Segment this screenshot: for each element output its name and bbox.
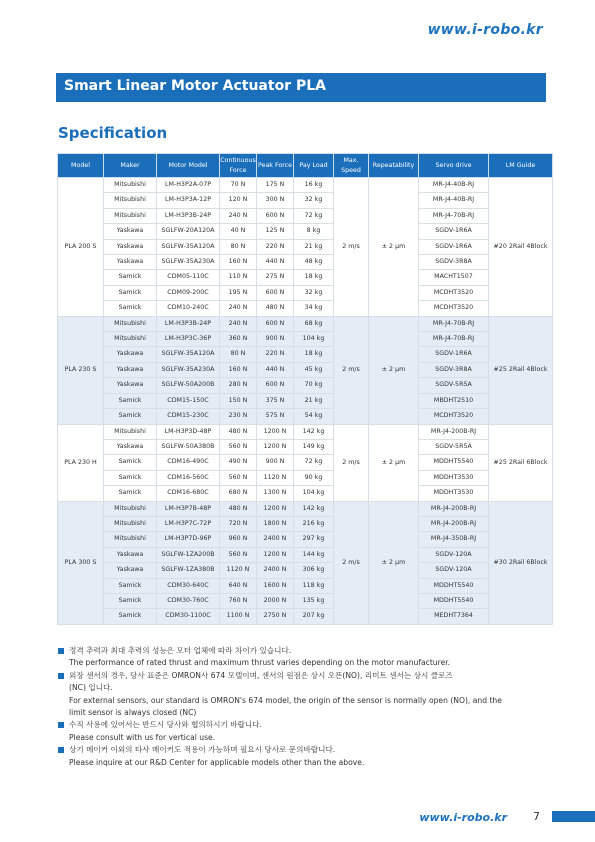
cell-motor-model: CDM05-110C xyxy=(157,270,220,285)
cell-maker: Yaskawa xyxy=(104,239,157,254)
cell-maker: Yaskawa xyxy=(104,255,157,270)
cell-motor-model: SGLFW-1ZA200B xyxy=(157,547,220,562)
table-row xyxy=(58,239,553,254)
cell-maker: Mitsubishi xyxy=(104,501,157,516)
col-header-repeatability: Repeatability xyxy=(369,154,419,178)
cell-continuous-force: 80 N xyxy=(220,347,257,362)
cell-peak-force: 600 N xyxy=(257,208,294,223)
cell-maker: Yaskawa xyxy=(104,439,157,454)
note-item xyxy=(58,645,558,670)
cell-pay-load: 90 kg xyxy=(294,470,334,485)
cell-pay-load: 306 kg xyxy=(294,563,334,578)
cell-servo-drive: SGDV-3R8A xyxy=(419,362,489,377)
cell-peak-force: 1200 N xyxy=(257,439,294,454)
table-row xyxy=(58,455,553,470)
cell-continuous-force: 960 N xyxy=(220,532,257,547)
square-bullet-icon xyxy=(58,673,64,679)
note-line: For external sensors, our standard is OMRON's 674 model, the origin of the sensor is normally open (NO), and the xyxy=(69,695,502,705)
cell-maker: Samick xyxy=(104,393,157,408)
square-bullet-icon xyxy=(58,722,64,728)
note-item xyxy=(58,670,558,720)
cell-peak-force: 1120 N xyxy=(257,470,294,485)
cell-pay-load: 142 kg xyxy=(294,424,334,439)
cell-lm-guide: #25 2Rail 6Block xyxy=(489,424,553,501)
cell-pay-load: 34 kg xyxy=(294,301,334,316)
cell-continuous-force: 1120 N xyxy=(220,563,257,578)
cell-peak-force: 1200 N xyxy=(257,424,294,439)
cell-servo-drive: MDDHT3530 xyxy=(419,470,489,485)
cell-continuous-force: 480 N xyxy=(220,501,257,516)
cell-max-speed: 2 m/s xyxy=(334,316,369,424)
cell-max-speed: 2 m/s xyxy=(334,424,369,501)
cell-motor-model: LM-H3P7C-72P xyxy=(157,516,220,531)
cell-maker: Yaskawa xyxy=(104,547,157,562)
col-header-lm-guide: LM Guide xyxy=(489,154,553,178)
cell-servo-drive: MR-J4-70B-RJ xyxy=(419,316,489,331)
cell-pay-load: 149 kg xyxy=(294,439,334,454)
table-row xyxy=(58,532,553,547)
cell-pay-load: 297 kg xyxy=(294,532,334,547)
site-url-bottom[interactable]: www.i-robo.kr xyxy=(419,811,507,824)
cell-lm-guide: #20 2Rail 4Block xyxy=(489,178,553,317)
cell-motor-model: LM-H3P7B-48P xyxy=(157,501,220,516)
note-line: 상기 메이커 이외의 타사 메이커도 적용이 가능하며 필요시 당사로 문의바랍니다. xyxy=(69,745,336,755)
cell-servo-drive: MEDHT7364 xyxy=(419,609,489,624)
note-line: limit sensor is always closed (NC) xyxy=(69,708,197,718)
cell-pay-load: 18 kg xyxy=(294,347,334,362)
cell-pay-load: 8 kg xyxy=(294,224,334,239)
table-row xyxy=(58,578,553,593)
cell-peak-force: 600 N xyxy=(257,316,294,331)
table-row xyxy=(58,255,553,270)
cell-servo-drive: MDDHT3530 xyxy=(419,486,489,501)
cell-pay-load: 45 kg xyxy=(294,362,334,377)
cell-repeatability: ± 2 μm xyxy=(369,178,419,317)
table-row xyxy=(58,593,553,608)
cell-motor-model: CDM16-560C xyxy=(157,470,220,485)
note-line: Please inquire at our R&D Center for applicable models other than the above. xyxy=(69,757,365,767)
note-line: 외장 센서의 경우, 당사 표준은 OMRON사 674 모델이며, 센서의 원점은 상시 오픈(NO), 리미트 센서는 상시 클로즈 xyxy=(69,670,453,680)
cell-model: PLA 300 S xyxy=(58,501,104,624)
cell-pay-load: 72 kg xyxy=(294,455,334,470)
cell-servo-drive: MBDHT2510 xyxy=(419,393,489,408)
cell-continuous-force: 680 N xyxy=(220,486,257,501)
footer-accent-bar xyxy=(552,811,595,822)
cell-servo-drive: MR-J4-70B-RJ xyxy=(419,208,489,223)
cell-pay-load: 70 kg xyxy=(294,378,334,393)
cell-pay-load: 216 kg xyxy=(294,516,334,531)
cell-maker: Yaskawa xyxy=(104,563,157,578)
cell-motor-model: LM-H3P3D-48P xyxy=(157,424,220,439)
cell-servo-drive: SGDV-1R6A xyxy=(419,224,489,239)
cell-peak-force: 2400 N xyxy=(257,563,294,578)
cell-maker: Yaskawa xyxy=(104,362,157,377)
cell-motor-model: LM-H3P2A-07P xyxy=(157,178,220,193)
cell-pay-load: 72 kg xyxy=(294,208,334,223)
table-row xyxy=(58,424,553,439)
cell-pay-load: 104 kg xyxy=(294,332,334,347)
cell-peak-force: 440 N xyxy=(257,255,294,270)
cell-peak-force: 480 N xyxy=(257,301,294,316)
cell-servo-drive: SGDV-1R6A xyxy=(419,347,489,362)
square-bullet-icon xyxy=(58,648,64,654)
cell-maker: Yaskawa xyxy=(104,378,157,393)
banner-title: Smart Linear Motor Actuator PLA xyxy=(64,78,326,94)
cell-motor-model: CDM15-150C xyxy=(157,393,220,408)
title-banner xyxy=(56,73,546,102)
table-row xyxy=(58,208,553,223)
note-line: Please consult with us for vertical use. xyxy=(69,732,216,742)
table-body xyxy=(58,178,553,625)
cell-pay-load: 32 kg xyxy=(294,285,334,300)
cell-motor-model: CDM15-230C xyxy=(157,409,220,424)
cell-maker: Samick xyxy=(104,285,157,300)
cell-pay-load: 48 kg xyxy=(294,255,334,270)
col-header-maker: Maker xyxy=(104,154,157,178)
note-item xyxy=(58,719,558,744)
notes-list xyxy=(58,645,558,769)
cell-continuous-force: 560 N xyxy=(220,470,257,485)
table-row xyxy=(58,378,553,393)
cell-motor-model: LM-H3P7D-96P xyxy=(157,532,220,547)
col-header-pay-load: Pay Load xyxy=(294,154,334,178)
table-row xyxy=(58,547,553,562)
table-row xyxy=(58,316,553,331)
table-row xyxy=(58,301,553,316)
cell-servo-drive: MDDHT5540 xyxy=(419,455,489,470)
table-row xyxy=(58,516,553,531)
cell-servo-drive: MDDHT5540 xyxy=(419,578,489,593)
table-row xyxy=(58,270,553,285)
cell-continuous-force: 40 N xyxy=(220,224,257,239)
cell-continuous-force: 490 N xyxy=(220,455,257,470)
cell-pay-load: 54 kg xyxy=(294,409,334,424)
cell-motor-model: CDM30-760C xyxy=(157,593,220,608)
cell-peak-force: 220 N xyxy=(257,239,294,254)
cell-continuous-force: 360 N xyxy=(220,332,257,347)
cell-maker: Yaskawa xyxy=(104,224,157,239)
cell-continuous-force: 240 N xyxy=(220,208,257,223)
cell-continuous-force: 280 N xyxy=(220,378,257,393)
cell-servo-drive: MCDHT3520 xyxy=(419,409,489,424)
cell-continuous-force: 760 N xyxy=(220,593,257,608)
cell-pay-load: 135 kg xyxy=(294,593,334,608)
cell-servo-drive: MACHT1507 xyxy=(419,270,489,285)
cell-maker: Samick xyxy=(104,578,157,593)
cell-peak-force: 440 N xyxy=(257,362,294,377)
cell-peak-force: 1600 N xyxy=(257,578,294,593)
table-row xyxy=(58,193,553,208)
cell-maker: Mitsubishi xyxy=(104,332,157,347)
cell-peak-force: 275 N xyxy=(257,270,294,285)
cell-continuous-force: 195 N xyxy=(220,285,257,300)
cell-pay-load: 32 kg xyxy=(294,193,334,208)
cell-maker: Mitsubishi xyxy=(104,178,157,193)
cell-continuous-force: 160 N xyxy=(220,362,257,377)
specification-table xyxy=(57,153,553,625)
table-row xyxy=(58,439,553,454)
cell-maker: Samick xyxy=(104,301,157,316)
cell-servo-drive: SGDV-1R6A xyxy=(419,239,489,254)
cell-continuous-force: 560 N xyxy=(220,439,257,454)
cell-peak-force: 900 N xyxy=(257,332,294,347)
cell-motor-model: LM-H3P3C-36P xyxy=(157,332,220,347)
cell-servo-drive: MR-J4-200B-RJ xyxy=(419,424,489,439)
cell-peak-force: 220 N xyxy=(257,347,294,362)
cell-motor-model: LM-H3P3B-24P xyxy=(157,208,220,223)
cell-peak-force: 600 N xyxy=(257,285,294,300)
cell-peak-force: 600 N xyxy=(257,378,294,393)
cell-continuous-force: 80 N xyxy=(220,239,257,254)
cell-maker: Samick xyxy=(104,455,157,470)
cell-continuous-force: 240 N xyxy=(220,316,257,331)
col-header-peak-force: Peak Force xyxy=(257,154,294,178)
table-row xyxy=(58,285,553,300)
cell-max-speed: 2 m/s xyxy=(334,178,369,317)
cell-continuous-force: 110 N xyxy=(220,270,257,285)
note-item xyxy=(58,744,558,769)
col-header-continuous-force: Continuous Force xyxy=(220,154,257,178)
cell-maker: Yaskawa xyxy=(104,347,157,362)
note-line: The performance of rated thrust and maximum thrust varies depending on the motor manufacturer. xyxy=(69,658,451,668)
cell-continuous-force: 120 N xyxy=(220,193,257,208)
cell-pay-load: 144 kg xyxy=(294,547,334,562)
cell-servo-drive: MR-J4-200B-RJ xyxy=(419,501,489,516)
cell-motor-model: SGLFW-20A120A xyxy=(157,224,220,239)
cell-motor-model: CDM30-1100C xyxy=(157,609,220,624)
cell-maker: Mitsubishi xyxy=(104,516,157,531)
cell-maker: Mitsubishi xyxy=(104,424,157,439)
cell-continuous-force: 160 N xyxy=(220,255,257,270)
note-line: (NC) 입니다. xyxy=(69,683,113,693)
table-row xyxy=(58,347,553,362)
square-bullet-icon xyxy=(58,747,64,753)
col-header-servo-drive: Servo drive xyxy=(419,154,489,178)
cell-lm-guide: #25 2Rail 4Block xyxy=(489,316,553,424)
cell-motor-model: LM-H3P3A-12P xyxy=(157,193,220,208)
cell-peak-force: 2400 N xyxy=(257,532,294,547)
cell-servo-drive: MR-J4-350B-RJ xyxy=(419,532,489,547)
cell-maker: Mitsubishi xyxy=(104,532,157,547)
cell-maker: Samick xyxy=(104,270,157,285)
cell-servo-drive: MR-J4-40B-RJ xyxy=(419,193,489,208)
cell-maker: Samick xyxy=(104,486,157,501)
cell-servo-drive: MR-J4-200B-RJ xyxy=(419,516,489,531)
cell-motor-model: SGLFW-1ZA380B xyxy=(157,563,220,578)
cell-model: PLA 230 H xyxy=(58,424,104,501)
cell-peak-force: 1200 N xyxy=(257,501,294,516)
cell-peak-force: 175 N xyxy=(257,178,294,193)
cell-model: PLA 230 S xyxy=(58,316,104,424)
cell-repeatability: ± 2 μm xyxy=(369,424,419,501)
cell-servo-drive: SGDV-5R5A xyxy=(419,378,489,393)
cell-motor-model: CDM30-640C xyxy=(157,578,220,593)
cell-peak-force: 2000 N xyxy=(257,593,294,608)
cell-maker: Mitsubishi xyxy=(104,208,157,223)
cell-servo-drive: MR-J4-70B-RJ xyxy=(419,332,489,347)
cell-continuous-force: 480 N xyxy=(220,424,257,439)
cell-motor-model: CDM10-240C xyxy=(157,301,220,316)
cell-maker: Samick xyxy=(104,609,157,624)
cell-pay-load: 104 kg xyxy=(294,486,334,501)
cell-maker: Samick xyxy=(104,409,157,424)
cell-model: PLA 200 S xyxy=(58,178,104,317)
cell-peak-force: 1800 N xyxy=(257,516,294,531)
cell-repeatability: ± 2 μm xyxy=(369,316,419,424)
cell-servo-drive: SGDV-120A xyxy=(419,563,489,578)
cell-motor-model: CDM09-200C xyxy=(157,285,220,300)
cell-maker: Mitsubishi xyxy=(104,316,157,331)
cell-peak-force: 900 N xyxy=(257,455,294,470)
table-row xyxy=(58,409,553,424)
cell-servo-drive: MR-J4-40B-RJ xyxy=(419,178,489,193)
cell-servo-drive: MCDHT3520 xyxy=(419,285,489,300)
cell-maker: Samick xyxy=(104,470,157,485)
cell-pay-load: 68 kg xyxy=(294,316,334,331)
col-header-motor-model: Motor Model xyxy=(157,154,220,178)
section-title: Specification xyxy=(58,124,168,142)
cell-continuous-force: 150 N xyxy=(220,393,257,408)
cell-pay-load: 16 kg xyxy=(294,178,334,193)
cell-continuous-force: 1100 N xyxy=(220,609,257,624)
cell-motor-model: SGLFW-35A120A xyxy=(157,347,220,362)
table-row xyxy=(58,178,553,193)
cell-servo-drive: SGDV-5R5A xyxy=(419,439,489,454)
cell-motor-model: LM-H3P3B-24P xyxy=(157,316,220,331)
cell-maker: Mitsubishi xyxy=(104,193,157,208)
cell-peak-force: 125 N xyxy=(257,224,294,239)
cell-peak-force: 1300 N xyxy=(257,486,294,501)
table-row xyxy=(58,224,553,239)
cell-motor-model: CDM16-680C xyxy=(157,486,220,501)
cell-motor-model: CDM16-490C xyxy=(157,455,220,470)
note-line: 수직 사용에 있어서는 반드시 당사와 협의하시기 바랍니다. xyxy=(69,720,262,730)
cell-servo-drive: MDDHT5540 xyxy=(419,593,489,608)
cell-pay-load: 142 kg xyxy=(294,501,334,516)
table-row xyxy=(58,470,553,485)
cell-pay-load: 21 kg xyxy=(294,393,334,408)
cell-continuous-force: 640 N xyxy=(220,578,257,593)
page-number: 7 xyxy=(533,810,540,823)
cell-peak-force: 575 N xyxy=(257,409,294,424)
col-header-model: Model xyxy=(58,154,104,178)
cell-servo-drive: MCDHT3520 xyxy=(419,301,489,316)
cell-pay-load: 118 kg xyxy=(294,578,334,593)
table-row xyxy=(58,563,553,578)
cell-peak-force: 1200 N xyxy=(257,547,294,562)
site-url-top[interactable]: www.i-robo.kr xyxy=(427,22,543,38)
cell-peak-force: 300 N xyxy=(257,193,294,208)
cell-pay-load: 21 kg xyxy=(294,239,334,254)
cell-motor-model: SGLFW-35A120A xyxy=(157,239,220,254)
cell-continuous-force: 720 N xyxy=(220,516,257,531)
table-row xyxy=(58,486,553,501)
note-line: 정격 추력과 최대 추력의 성능은 모터 업체에 따라 차이가 있습니다. xyxy=(69,646,292,655)
table-row xyxy=(58,332,553,347)
cell-peak-force: 2750 N xyxy=(257,609,294,624)
table-row xyxy=(58,501,553,516)
cell-repeatability: ± 2 μm xyxy=(369,501,419,624)
table-row xyxy=(58,393,553,408)
cell-servo-drive: SGDV-3R8A xyxy=(419,255,489,270)
cell-max-speed: 2 m/s xyxy=(334,501,369,624)
cell-continuous-force: 240 N xyxy=(220,301,257,316)
cell-pay-load: 18 kg xyxy=(294,270,334,285)
cell-lm-guide: #30 2Rail 6Block xyxy=(489,501,553,624)
cell-motor-model: SGLFW-50A380B xyxy=(157,439,220,454)
table-row xyxy=(58,362,553,377)
cell-peak-force: 375 N xyxy=(257,393,294,408)
cell-motor-model: SGLFW-50A200B xyxy=(157,378,220,393)
cell-pay-load: 207 kg xyxy=(294,609,334,624)
cell-continuous-force: 560 N xyxy=(220,547,257,562)
cell-motor-model: SGLFW-35A230A xyxy=(157,255,220,270)
col-header-max-speed: Max. Speed xyxy=(334,154,369,178)
cell-continuous-force: 70 N xyxy=(220,178,257,193)
cell-continuous-force: 230 N xyxy=(220,409,257,424)
table-header-row xyxy=(58,154,553,178)
table-row xyxy=(58,609,553,624)
cell-servo-drive: SGDV-120A xyxy=(419,547,489,562)
cell-maker: Samick xyxy=(104,593,157,608)
cell-motor-model: SGLFW-35A230A xyxy=(157,362,220,377)
